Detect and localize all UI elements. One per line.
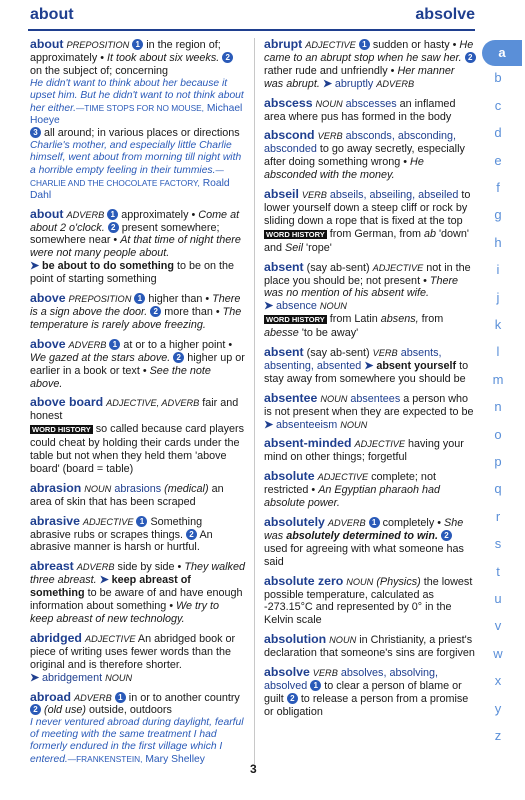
definition: the lowest possible temperature, calculated as -273.15°C and represented by 0° in the Kelvin scale [264, 575, 473, 627]
part-of-speech: NOUN [320, 393, 348, 404]
derived-word: absenteeism [276, 418, 338, 431]
headword: absent-minded [264, 436, 352, 451]
literary-quotation: He didn't want to think about her because it upset him. But he didn't want to not think about her either.—TIME STOPS FOR NO MOUSE, Michael Hoeye [30, 77, 244, 126]
alphabet-index [480, 38, 525, 758]
headword: abroad [30, 689, 71, 704]
arrow-icon: ➤ [30, 260, 40, 273]
sense-number-1: 1 [109, 339, 120, 350]
part-of-speech: VERB [312, 668, 338, 679]
example: There is a sign above the door. [30, 293, 241, 318]
alphabet-tab-p[interactable]: p [494, 454, 502, 469]
alphabet-tab-r[interactable]: r [495, 508, 501, 524]
definition: not in the place you should be; not present • [264, 261, 471, 287]
entry-absolute [264, 470, 476, 510]
alphabet-tab-m[interactable]: m [492, 371, 504, 387]
entry-absolute-zero [264, 575, 476, 628]
alphabet-tab-d[interactable]: d [494, 125, 502, 141]
sense-number-2: 2 [465, 52, 476, 63]
sense-number-1: 1 [107, 209, 118, 220]
alphabet-tab-l[interactable]: l [496, 344, 500, 360]
entry-about-preposition [30, 38, 245, 202]
part-of-speech: ADJECTIVE, ADVERB [106, 398, 200, 409]
entry-abridged [30, 632, 245, 685]
phrase: keep abreast of something [30, 574, 191, 600]
entry-abscess [264, 97, 476, 124]
example: The temperature is rarely above freezing. [30, 305, 242, 331]
alphabet-tab-g[interactable]: g [494, 207, 502, 223]
sense-number-2: 2 [30, 704, 41, 715]
headword: abscess [264, 95, 313, 110]
word-history-label: WORD HISTORY [32, 425, 91, 435]
sense-definition: on the subject of; concerning [30, 64, 169, 77]
column-divider [254, 38, 255, 764]
part-of-speech: VERB [301, 190, 327, 201]
alphabet-tab-k[interactable]: k [494, 317, 502, 332]
part-of-speech: NOUN [340, 419, 368, 430]
derived-word: abridgement [42, 671, 103, 684]
part-of-speech: VERB [317, 131, 343, 142]
sense-definition: to clear a person of blame or guilt [264, 679, 462, 705]
inflection: absentees [350, 392, 401, 405]
entry-absent-adjective: absent (say ab-sent) ADJECTIVE not in the place you should be; not present • There was no mention of his absent wife. ➤ absence NOUN WORD HISTORY from Latin absens, from abesse 'to be away' [264, 259, 471, 340]
part-of-speech: PREPOSITION [68, 294, 132, 305]
left-column [30, 38, 245, 772]
header-rule [28, 29, 475, 31]
entry-abroad [30, 691, 245, 767]
headword: about [30, 206, 64, 221]
alphabet-tab-j[interactable]: j [496, 289, 500, 305]
header-first-word: about [30, 6, 74, 23]
entry-absent-minded [264, 437, 476, 464]
alphabet-tab-v[interactable]: v [494, 618, 502, 634]
sense-definition: more than • [164, 305, 220, 318]
part-of-speech: PREPOSITION [66, 40, 130, 50]
alphabet-tab-a[interactable]: a [482, 40, 522, 66]
headword: abreast [30, 559, 74, 574]
example: He absconded with the money. [264, 156, 424, 182]
headword: about [30, 37, 64, 51]
alphabet-tab-s[interactable]: s [494, 536, 502, 552]
page-number: 3 [250, 762, 257, 776]
entry-abreast [30, 560, 245, 626]
sense-number-2: 2 [441, 530, 452, 541]
definition: in Christianity, a priest's declaration that someone's sins are forgiven [264, 634, 475, 660]
literary-quotation: I never ventured abroad during daylight, fearful of meeting with the same treatment I had formerly endured in the first village which I entered.—FRANKENSTEIN, Mary Shelley [30, 717, 244, 766]
headword: absolution [264, 632, 327, 647]
inflection: abseils, abseiling, abseiled [329, 189, 459, 202]
phrase-definition: to stay away from somewhere you should be [264, 359, 469, 385]
sense-number-1: 1 [369, 517, 380, 528]
entry-above-board [30, 396, 245, 475]
alphabet-tab-x[interactable]: x [494, 673, 502, 689]
alphabet-tab-o[interactable]: o [494, 426, 502, 442]
entry-about-adverb [30, 208, 245, 286]
sense-number-1: 1 [134, 293, 145, 304]
alphabet-tab-c[interactable]: c [494, 97, 502, 113]
sense-number-1: 1 [359, 39, 370, 50]
sense-definition: rather rude and unfriendly • [264, 64, 395, 77]
definition: An abridged book or piece of writing uses fewer words than the original and is therefore shorter. [30, 632, 236, 671]
inflection: absconds, absconding, absconded [264, 130, 457, 156]
inflection: abrasions [114, 482, 162, 495]
headword: abseil [264, 187, 299, 202]
alphabet-tab-y[interactable]: y [494, 700, 502, 716]
entry-absolutely [264, 516, 476, 569]
sense-definition: to release a person from a promise or obligation [264, 692, 469, 718]
definition: complete; not restricted • [264, 471, 436, 497]
definition: side by side • [117, 561, 182, 574]
part-of-speech: NOUN [315, 98, 343, 109]
part-of-speech: ADVERB [327, 518, 366, 528]
headword: absolute zero [264, 573, 344, 588]
entry-abseil: abseil VERB abseils, abseiling, abseiled to lower yourself down a steep cliff or rock by sliding down a rope that is fixed at the top WORD HISTORY from German, from ab 'down' and Seil 'rope' [264, 187, 471, 254]
word-history-label: WORD HISTORY [266, 229, 325, 239]
entry-absolve [264, 666, 476, 719]
part-of-speech: ADVERB [376, 78, 415, 89]
sense-definition: approximately • [121, 208, 196, 221]
alphabet-tab-f[interactable]: f [496, 180, 500, 195]
pronunciation: (say ab-sent) [306, 347, 370, 360]
example: Come at about 2 o'clock. [30, 208, 240, 234]
header-last-word: absolve [415, 6, 475, 23]
inflection: absents, absenting, absented [264, 347, 442, 372]
sense-number-2: 2 [108, 222, 119, 233]
word-history-text: so called because card players could cheat by holding their cards under the table but not when they held them 'above board' (board = table) [30, 423, 245, 475]
definition: fair and honest [30, 397, 239, 423]
sense-number-3: 3 [30, 127, 41, 138]
arrow-icon: ➤ [264, 300, 274, 313]
sense-definition: in the region of; approximately • [30, 39, 221, 64]
headword: above [30, 336, 66, 351]
example: They walked three abreast. [30, 561, 245, 587]
headword: absent [264, 345, 304, 360]
sense-definition: sudden or hasty • [372, 39, 457, 51]
part-of-speech: NOUN [329, 635, 357, 646]
sense-number-1: 1 [310, 680, 321, 691]
sense-definition: in or to another country [128, 691, 240, 704]
word-history-text: from German, from [329, 227, 421, 240]
example: An Egyptian pharaoh had absolute power. [264, 484, 441, 510]
definition: an inflamed area where pus has formed in the body [264, 97, 456, 123]
inflection: abscesses [345, 97, 397, 110]
sense-number-2: 2 [150, 306, 161, 317]
headword: absent [264, 259, 304, 274]
sense-definition: completely • [382, 517, 442, 529]
phrase: absent yourself [376, 359, 457, 372]
phrase-definition: to be aware of and have enough information about something [30, 587, 243, 613]
sense-number-1: 1 [115, 692, 126, 703]
entry-absent-verb [264, 346, 476, 386]
headword: abridged [30, 630, 82, 645]
definition: having your mind on other things; forgetful [264, 438, 464, 464]
part-of-speech: VERB [372, 348, 398, 359]
sense-definition: An abrasive manner is harsh or hurtful. [30, 528, 213, 554]
headword: absolve [264, 665, 310, 680]
phrase-definition: to be on the point of starting something [30, 260, 235, 286]
alphabet-tab-n[interactable]: n [494, 399, 502, 415]
definition: an area of skin that has been scraped [30, 482, 224, 508]
alphabet-tab-q[interactable]: q [494, 481, 502, 497]
alphabet-tab-h[interactable]: h [494, 234, 502, 250]
sense-number-2: 2 [173, 352, 184, 363]
example: He came to an abrupt stop when he saw her. [264, 39, 474, 64]
part-of-speech: ADVERB [74, 692, 112, 703]
headword: absentee [264, 390, 318, 405]
headword: above board [30, 395, 104, 410]
sense-number-2: 2 [186, 529, 197, 540]
sense-number-1: 1 [136, 516, 147, 527]
entry-above-preposition [30, 292, 245, 332]
sense-number-2: 2 [222, 52, 233, 63]
headword: absolutely [264, 515, 325, 529]
entry-abrasive [30, 515, 245, 555]
phrase: be about to do something [42, 260, 174, 273]
part-of-speech: NOUN [105, 672, 133, 683]
alphabet-tab-t[interactable]: t [496, 563, 500, 579]
sense-definition: Something abrasive rubs or scrapes things. [30, 515, 203, 541]
usage-label: (old use) [44, 704, 87, 717]
arrow-icon: ➤ [264, 418, 274, 431]
headword: abrupt [264, 37, 303, 51]
definition: to lower yourself down a steep cliff or rock by sliding down a rope that is fixed at the top [264, 189, 471, 227]
definition: to go away secretly, especially after doing something wrong • [264, 143, 465, 169]
sense-definition: at or to a higher point • [123, 338, 233, 351]
part-of-speech: NOUN [346, 576, 374, 587]
pronunciation: (say ab-sent) [306, 261, 370, 274]
entry-abrupt [264, 38, 476, 91]
part-of-speech: ADJECTIVE [354, 439, 406, 450]
entry-absentee [264, 392, 476, 432]
derived-word: absence [276, 300, 317, 313]
part-of-speech: NOUN [319, 301, 347, 312]
example: There was no mention of his absent wife. [264, 274, 459, 300]
inflection: absolves, absolving, absolved [264, 667, 439, 692]
example: At that time of night there were not many people about. [30, 234, 241, 260]
headword: abrasive [30, 513, 80, 528]
word-history-text: from Latin [329, 313, 378, 326]
alphabet-tab-z[interactable]: z [494, 728, 502, 743]
headword: abscond [264, 128, 315, 143]
headword: above [30, 291, 66, 306]
arrow-icon: ➤ [322, 77, 332, 90]
alphabet-tab-e[interactable]: e [494, 152, 502, 168]
part-of-speech: ADJECTIVE [305, 40, 356, 50]
example: She was [264, 517, 464, 542]
part-of-speech: ADVERB [68, 339, 107, 350]
part-of-speech: ADJECTIVE [82, 516, 134, 527]
derived-word: abruptly [334, 77, 374, 90]
example: It took about six weeks. [107, 51, 220, 64]
example-keyword: absolutely determined to win. [286, 529, 438, 542]
sense-definition: all around; in various places or directions [44, 126, 240, 139]
sense-definition: higher up or earlier in a book or text • [30, 351, 245, 377]
literary-quotation: Charlie's mother, and especially little Charlie himself, went about from morning till night with a horrible empty feeling in their tummies.—CHARLIE AND THE CHOCOLATE FACTORY, Roald Dahl [30, 139, 242, 201]
part-of-speech: ADJECTIVE [372, 262, 424, 273]
arrow-icon: ➤ [99, 574, 109, 587]
usage-label: (medical) [164, 482, 209, 495]
part-of-speech: ADJECTIVE [317, 472, 369, 483]
example: Her manner was abrupt. [264, 64, 455, 90]
sense-definition: used for agreeing with what someone has said [264, 542, 464, 568]
arrow-icon: ➤ [30, 671, 40, 684]
arrow-icon: ➤ [364, 359, 374, 372]
example: • We try to keep abreast of new technology. [30, 600, 220, 625]
entry-absolution [264, 633, 476, 660]
sense-number-1: 1 [132, 39, 143, 50]
part-of-speech: NOUN [84, 483, 112, 494]
right-column [264, 38, 476, 725]
alphabet-tab-i[interactable]: i [496, 262, 500, 278]
headword: abrasion [30, 480, 82, 495]
sense-number-2: 2 [287, 693, 298, 704]
definition: a person who is not present when they are expected to be [264, 392, 474, 418]
entry-above-adverb [30, 338, 245, 391]
alphabet-tab-w[interactable]: w [493, 645, 503, 661]
example: We gazed at the stars above. [30, 351, 171, 364]
entry-abscond [264, 129, 476, 182]
alphabet-tab-b[interactable]: b [494, 70, 502, 86]
part-of-speech: ADVERB [76, 562, 115, 573]
word-history-label: WORD HISTORY [266, 315, 325, 325]
example: See the note above. [30, 364, 211, 390]
entry-abrasion [30, 482, 245, 509]
usage-label: (Physics) [376, 575, 421, 588]
headword: absolute [264, 469, 315, 484]
part-of-speech: ADVERB [66, 209, 105, 220]
sense-definition: higher than • [148, 293, 210, 306]
sense-definition: present somewhere; somewhere near • [30, 221, 220, 247]
alphabet-tab-u[interactable]: u [494, 591, 502, 606]
sense-definition: outside, outdoors [89, 704, 172, 717]
part-of-speech: ADJECTIVE [84, 633, 136, 644]
